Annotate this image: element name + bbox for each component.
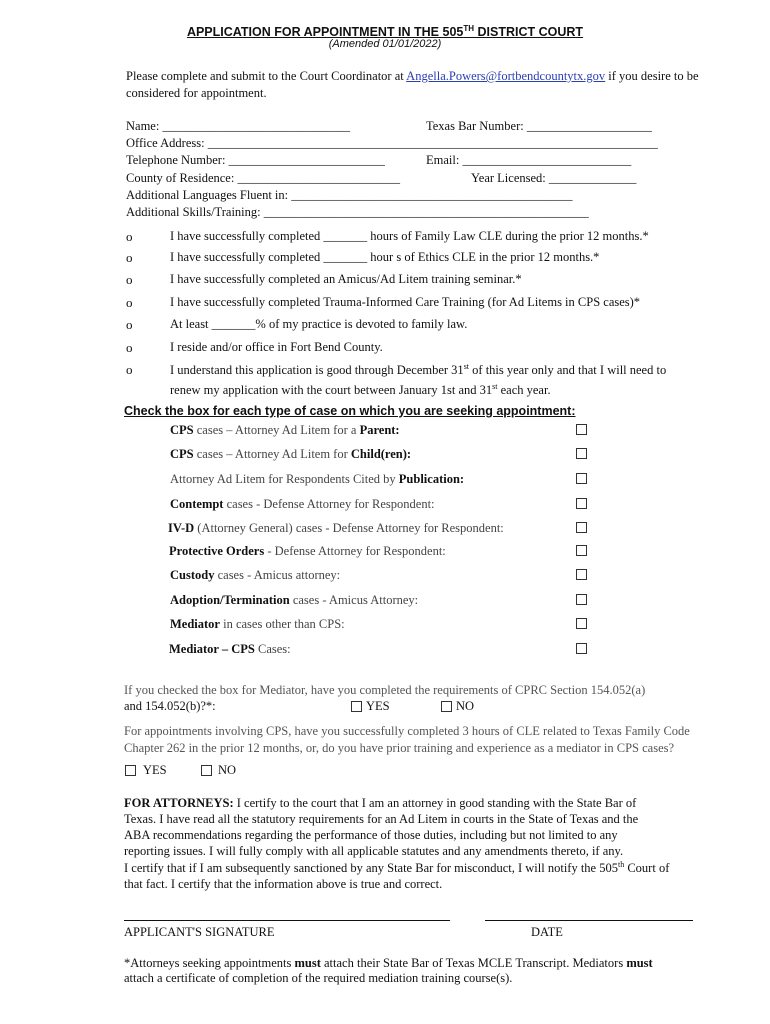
case-option-label: CPS cases – Attorney Ad Litem for Child(ren): (170, 447, 412, 461)
languages-field[interactable]: Additional Languages Fluent in: _____________________________________________ (126, 188, 573, 202)
case-option-checkbox[interactable] (576, 473, 587, 484)
bullet-marker: o (126, 295, 133, 310)
applicant-signature-line[interactable] (124, 920, 450, 921)
case-option-label: CPS cases – Attorney Ad Litem for a Parent: (170, 423, 400, 437)
case-option-checkbox[interactable] (576, 545, 587, 556)
bullet-item-renewal: I understand this application is good through December 31st of this year only and that I will need to (170, 362, 667, 378)
bullet-item: I have successfully completed Trauma-Informed Care Training (for Ad Litems in CPS cases)* (170, 295, 641, 309)
applicant-signature-label: APPLICANT'S SIGNATURE (124, 925, 275, 939)
coordinator-email-link[interactable]: Angella.Powers@fortbendcountytx.gov (406, 69, 606, 83)
name-field[interactable]: Name: ______________________________ (126, 119, 350, 133)
bullet-item: I have successfully completed _______ hour s of Ethics CLE in the prior 12 months.* (170, 250, 600, 264)
bullet-marker: o (126, 272, 133, 287)
mediator-yes-checkbox[interactable] (351, 701, 362, 712)
bullet-marker: o (126, 362, 133, 377)
bullet-marker: o (126, 250, 133, 265)
case-option-label: Contempt cases - Defense Attorney for Respondent: (170, 497, 435, 511)
mediator-question-line-1: If you checked the box for Mediator, have you completed the requirements of CPRC Section 154.052(a) (124, 683, 646, 697)
case-option-label: Mediator in cases other than CPS: (170, 617, 345, 631)
cps-question-line-1: For appointments involving CPS, have you successfully completed 3 hours of CLE related to Texas Family Code (124, 724, 690, 738)
case-option-checkbox[interactable] (576, 448, 587, 459)
bullet-item-renewal-line-2: renew my application with the court between January 1st and 31st each year. (170, 382, 551, 398)
case-option-label: Attorney Ad Litem for Respondents Cited by Publication: (170, 472, 465, 486)
mediator-no-checkbox[interactable] (441, 701, 452, 712)
email-field[interactable]: Email: ___________________________ (426, 153, 632, 167)
cps-question-line-2: Chapter 262 in the prior 12 months, or, do you have prior training and experience as a mediator in CPS cases? (124, 741, 675, 755)
case-types-heading: Check the box for each type of case on which you are seeking appointment: (124, 404, 576, 418)
footnote-line-1: *Attorneys seeking appointments must attach their State Bar of Texas MCLE Transcript. Mediators must (124, 956, 653, 970)
date-line[interactable] (485, 920, 693, 921)
certification-line-5: I certify that if I am subsequently sanctioned by any State Bar for misconduct, I will notify the 505th Court of (124, 860, 670, 876)
case-option-checkbox[interactable] (576, 569, 587, 580)
case-option-label: Mediator – CPS Cases: (169, 642, 291, 656)
cps-no-checkbox[interactable] (201, 765, 212, 776)
mediator-no-label: NO (456, 699, 475, 713)
bar-number-field[interactable]: Texas Bar Number: ____________________ (426, 119, 652, 133)
certification-line-4: reporting issues. I will fully comply with all applicable statutes and any amendments thereto, if any. (124, 844, 624, 858)
certification-line-6: that fact. I certify that the information above is true and correct. (124, 877, 443, 891)
date-label: DATE (531, 925, 563, 939)
case-option-checkbox[interactable] (576, 522, 587, 533)
cps-yes-checkbox[interactable] (125, 765, 136, 776)
amended-date: (Amended 01/01/2022) (328, 38, 442, 50)
bullet-item: I reside and/or office in Fort Bend County. (170, 340, 383, 354)
footnote-line-2: attach a certificate of completion of the required mediation training course(s). (124, 971, 513, 985)
case-option-label: IV-D (Attorney General) cases - Defense Attorney for Respondent: (168, 521, 504, 535)
case-option-label: Custody cases - Amicus attorney: (170, 568, 341, 582)
bullet-item: At least _______% of my practice is devoted to family law. (170, 317, 468, 331)
case-option-label: Protective Orders - Defense Attorney for Respondent: (169, 544, 446, 558)
cps-no-label: NO (218, 763, 237, 777)
certification-line-1: FOR ATTORNEYS: I certify to the court that I am an attorney in good standing with the State Bar of (124, 796, 637, 810)
case-option-label: Adoption/Termination cases - Amicus Attorney: (170, 593, 419, 607)
case-option-checkbox[interactable] (576, 424, 587, 435)
certification-line-2: Texas. I have read all the statutory requirements for an Ad Litem in courts in the State of Texas and the (124, 812, 639, 826)
year-licensed-field[interactable]: Year Licensed: ______________ (471, 171, 637, 185)
case-option-checkbox[interactable] (576, 643, 587, 654)
bullet-item: I have successfully completed _______ hours of Family Law CLE during the prior 12 months.* (170, 229, 649, 243)
bullet-marker: o (126, 317, 133, 332)
bullet-item: I have successfully completed an Amicus/Ad Litem training seminar.* (170, 272, 522, 286)
telephone-field[interactable]: Telephone Number: _________________________ (126, 153, 385, 167)
intro-line-1: Please complete and submit to the Court Coordinator at Angella.Powers@fortbendcountytx.gov if you desire to be (126, 69, 699, 83)
bullet-marker: o (126, 229, 133, 244)
office-address-field[interactable]: Office Address: ________________________________________________________________________ (126, 136, 658, 150)
intro-line-2: considered for appointment. (126, 86, 267, 100)
case-option-checkbox[interactable] (576, 618, 587, 629)
case-option-checkbox[interactable] (576, 498, 587, 509)
skills-field[interactable]: Additional Skills/Training: ____________________________________________________ (126, 205, 589, 219)
case-option-checkbox[interactable] (576, 594, 587, 605)
form-title: APPLICATION FOR APPOINTMENT IN THE 505TH DISTRICT COURT (186, 24, 584, 40)
bullet-marker: o (126, 340, 133, 355)
mediator-yes-label: YES (366, 699, 390, 713)
certification-line-3: ABA recommendations regarding the performance of those duties, including but not limited to any (124, 828, 618, 842)
cps-yes-label: YES (143, 763, 167, 777)
county-field[interactable]: County of Residence: __________________________ (126, 171, 400, 185)
mediator-question-line-2: and 154.052(b)?*: (124, 699, 216, 713)
